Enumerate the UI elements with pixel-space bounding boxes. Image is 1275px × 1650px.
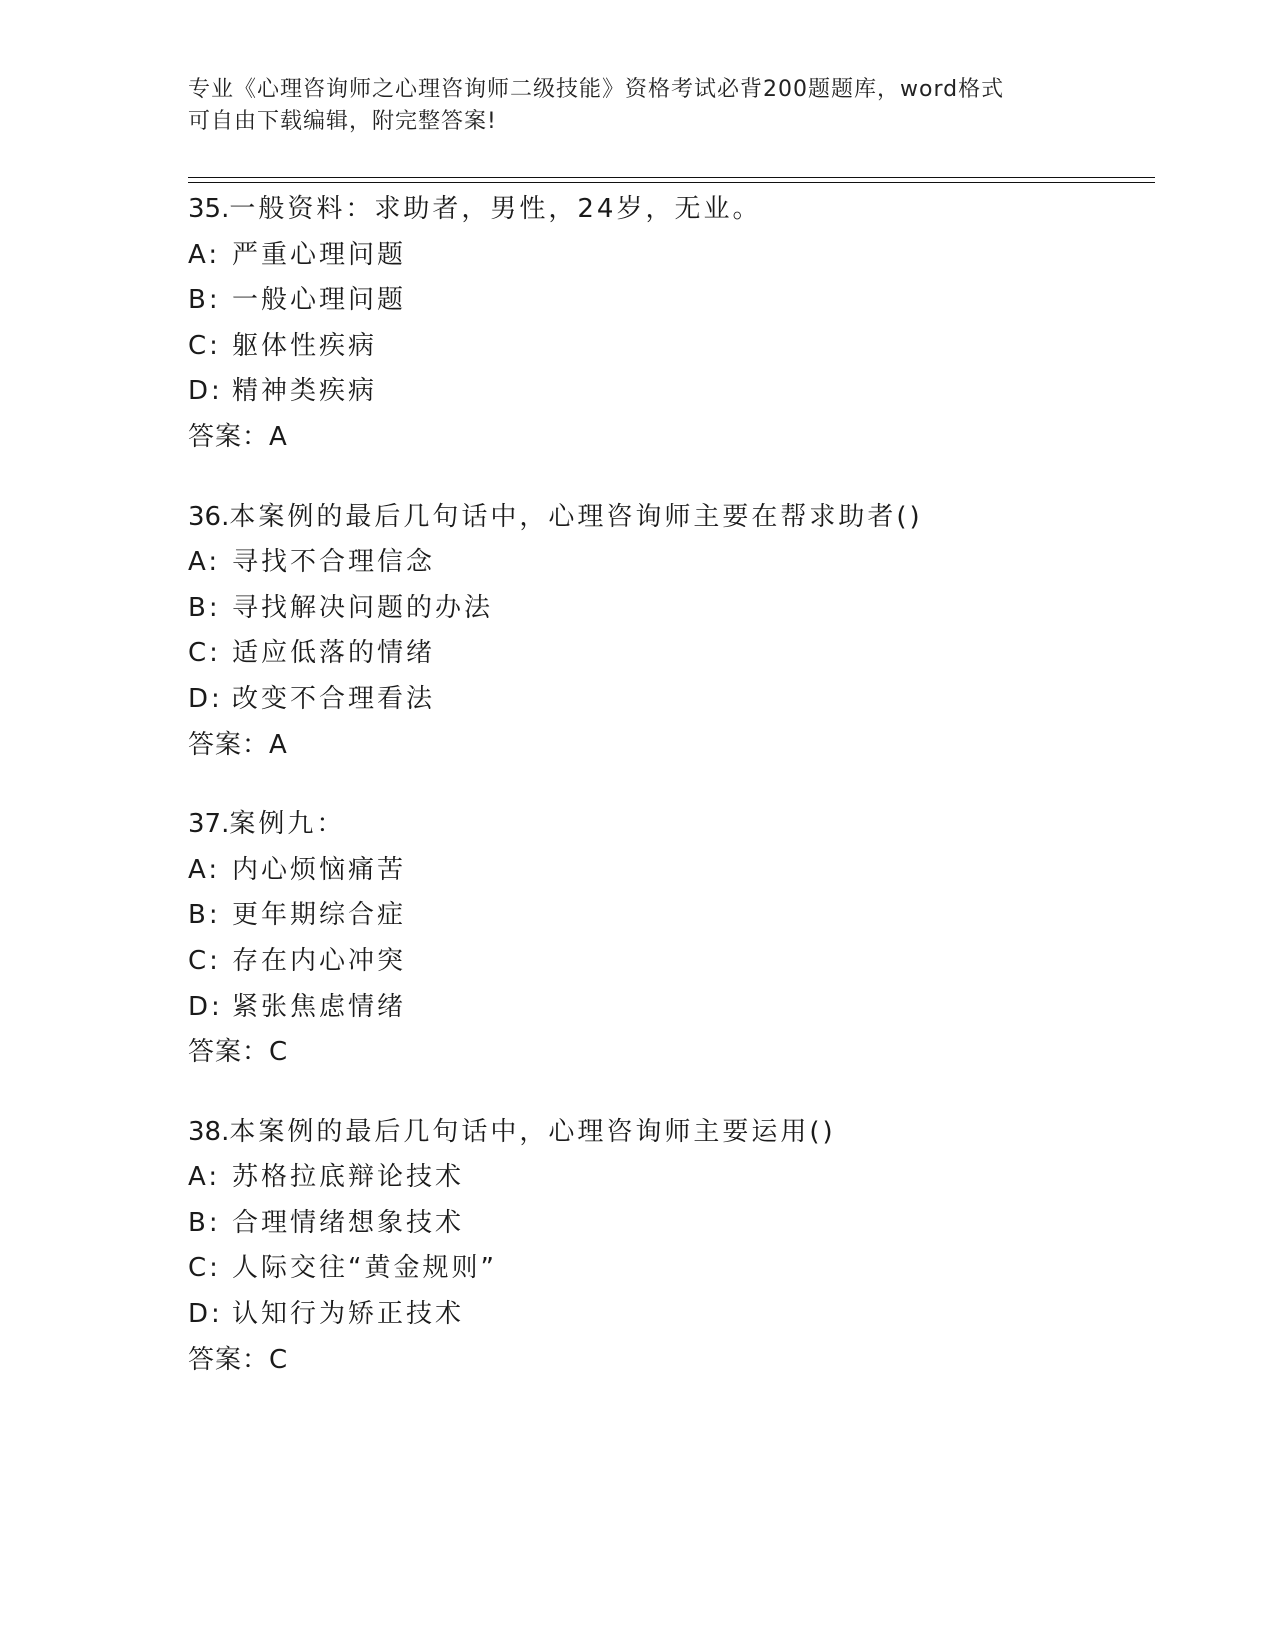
option-a	[188, 848, 1148, 894]
option-letter: D:	[188, 683, 223, 714]
question-text: 本案例的最后几句话中，心理咨询师主要在帮求助者()	[229, 501, 923, 532]
option-text: 精神类疾病	[232, 376, 378, 407]
option-b	[188, 586, 1148, 632]
option-letter: D:	[188, 376, 223, 407]
option-d	[188, 369, 1148, 415]
question-text: 一般资料：求助者，男性，24岁，无业。	[229, 194, 762, 224]
question-number: 38.	[188, 1116, 230, 1147]
header-divider-top	[188, 177, 1155, 178]
option-text: 改变不合理看法	[232, 683, 436, 714]
option-d	[188, 985, 1148, 1031]
question-36	[188, 495, 1148, 769]
option-text: 寻找解决问题的办法	[232, 592, 494, 623]
question-text: 本案例的最后几句话中，心理咨询师主要运用()	[229, 1116, 836, 1147]
option-b	[188, 1201, 1148, 1247]
header-line-1: 专业《心理咨询师之心理咨询师二级技能》资格考试必背200题题库，word格式	[188, 77, 1005, 102]
option-letter: B:	[188, 1207, 221, 1238]
option-letter: C:	[188, 945, 221, 976]
question-number: 36.	[188, 501, 230, 532]
question-stem	[188, 802, 1148, 848]
option-c	[188, 324, 1148, 370]
option-a	[188, 233, 1148, 279]
option-letter: D:	[188, 991, 223, 1022]
option-text: 人际交往“黄金规则”	[232, 1253, 497, 1284]
header-divider-bottom	[188, 182, 1155, 183]
option-c	[188, 1246, 1148, 1292]
option-c	[188, 939, 1148, 985]
option-text: 更年期综合症	[232, 900, 407, 931]
question-text: 案例九：	[229, 809, 346, 840]
option-d	[188, 1292, 1148, 1338]
question-list	[188, 187, 1148, 1417]
option-a	[188, 1155, 1148, 1201]
header-line-2: 可自由下载编辑，附完整答案!	[188, 109, 497, 134]
option-letter: A:	[188, 547, 221, 578]
option-letter: A:	[188, 1162, 221, 1193]
option-text: 合理情绪想象技术	[232, 1207, 465, 1238]
question-38	[188, 1110, 1148, 1384]
option-text: 内心烦恼痛苦	[232, 854, 407, 885]
option-b	[188, 278, 1148, 324]
question-35	[188, 187, 1148, 461]
option-letter: B:	[188, 900, 221, 931]
answer-line: 答案：A	[188, 421, 288, 452]
option-d	[188, 677, 1148, 723]
question-stem	[188, 495, 1148, 541]
option-letter: B:	[188, 592, 221, 623]
question-number: 37.	[188, 809, 230, 840]
question-37	[188, 802, 1148, 1076]
option-text: 认知行为矫正技术	[232, 1299, 465, 1330]
option-letter: C:	[188, 1253, 221, 1284]
option-text: 严重心理问题	[232, 239, 407, 270]
option-letter: C:	[188, 330, 221, 361]
option-b	[188, 893, 1148, 939]
question-stem	[188, 1110, 1148, 1156]
option-letter: A:	[188, 239, 221, 270]
option-text: 苏格拉底辩论技术	[232, 1162, 465, 1193]
option-c	[188, 631, 1148, 677]
document-header	[188, 74, 1088, 138]
option-text: 存在内心冲突	[232, 945, 407, 976]
question-number: 35.	[188, 194, 230, 224]
option-text: 一般心理问题	[232, 285, 407, 316]
answer-line: 答案：C	[188, 1344, 289, 1375]
option-a	[188, 540, 1148, 586]
answer-line: 答案：C	[188, 1037, 289, 1068]
option-text: 适应低落的情绪	[232, 638, 436, 669]
question-stem	[188, 187, 1148, 233]
option-text: 寻找不合理信念	[232, 547, 436, 578]
option-text: 躯体性疾病	[232, 330, 378, 361]
option-text: 紧张焦虑情绪	[232, 991, 407, 1022]
answer-line: 答案：A	[188, 729, 288, 760]
option-letter: A:	[188, 854, 221, 885]
option-letter: B:	[188, 285, 221, 316]
option-letter: C:	[188, 638, 221, 669]
option-letter: D:	[188, 1299, 223, 1330]
